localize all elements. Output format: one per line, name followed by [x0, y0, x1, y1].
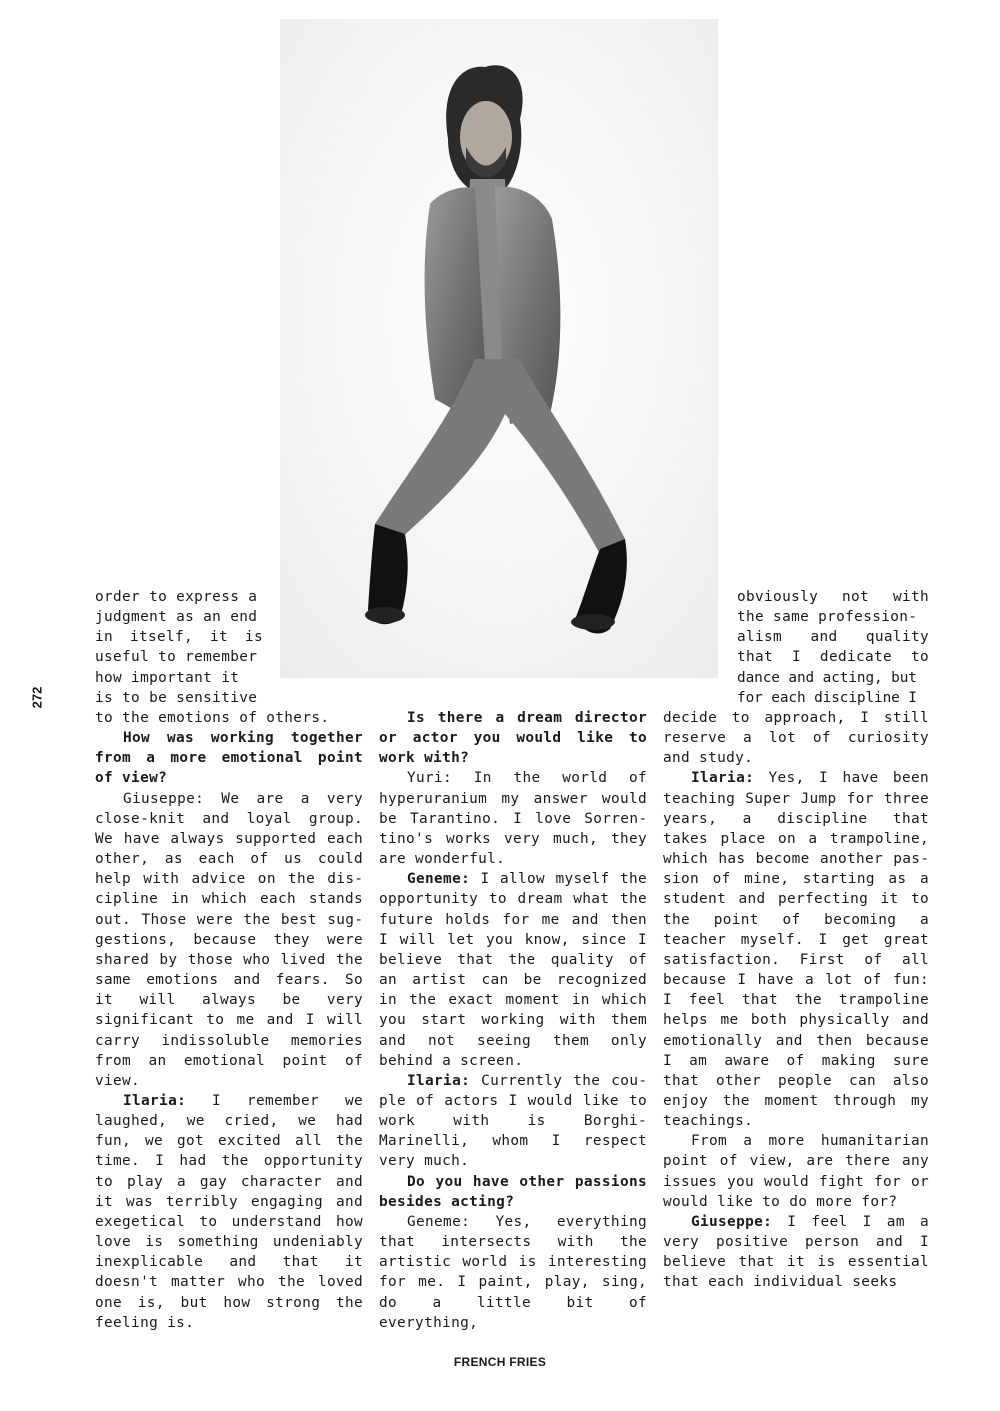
col1-line: useful to remember — [95, 649, 258, 666]
question — [379, 1172, 647, 1212]
question: From a more humanitarian point of view, are there any issues you would fight for or would like to do more for? — [663, 1133, 929, 1210]
col3-line: obviously not with — [737, 589, 929, 605]
col3-text — [663, 708, 929, 1293]
answer — [663, 1212, 929, 1293]
question-text: Do you have other passions besides acting? — [379, 1173, 647, 1210]
answer: Giuseppe: We are a very close-knit and loyal group. We have always supported each other, as each of us could help with advice on the discipline in which each stands out. Those were the best suggestions, because they were shared by those who lived the same emotions and fears. So it will always be very significant to me and I will carry indissoluble memories from an emotional point of view. — [95, 790, 363, 1089]
speaker-name: Giuseppe: — [691, 1213, 773, 1230]
col1-line: is to be sensitive — [95, 689, 258, 706]
col3-line: that I dedicate to — [737, 649, 929, 666]
answer-text: I remember we laughed, we cried, we had fun, we got excited all the time. I had the opportunity to play a gay character and it was terribly engaging and exegetical to understand how love is something undeniably inexplicable and that it doesn't matter who the loved one is, but how strong the feeling is. — [95, 1092, 363, 1331]
question-text: How was working together from a more emotional point of view? — [95, 730, 363, 787]
answer-text: I feel I am a very positive person and I believe that it is essential that each individual seeks — [663, 1213, 929, 1291]
portrait-photo — [280, 19, 718, 678]
col1-text — [95, 708, 363, 1333]
col1-line: judgment as an end — [95, 609, 258, 626]
answer: Geneme: Yes, everything that intersects with the artistic world is interesting for me. I paint, play, sing, do a little bit of everything, — [379, 1213, 647, 1331]
col3-cont: decide to approach, I still reserve a lot of curiosity and study. — [663, 710, 929, 767]
magazine-footer: FRENCH FRIES — [453, 1355, 547, 1369]
answer — [95, 1091, 363, 1333]
speaker-name: Ilaria: — [407, 1072, 471, 1089]
answer-text: I allow myself the opportunity to dream what the future holds for me and then I will let you know, since I believe that the quality of an artist can be recognized in the exact moment in which you start working with them and not seeing them only behind a screen. — [379, 871, 647, 1069]
portrait-photo-icon — [280, 19, 718, 678]
answer — [663, 768, 929, 1131]
col3-line: dance and acting, but — [737, 669, 917, 686]
col3-line: the same profession- — [737, 609, 918, 626]
col3-line: alism and quality — [737, 629, 929, 646]
answer-text: Currently the couple of actors I would like to work with is Borghi-Marinelli, whom I respect very much. — [379, 1072, 647, 1170]
speaker-name: Ilaria: — [123, 1092, 187, 1109]
col1-line-last: to the emotions of others. — [95, 710, 330, 726]
col3-line: for each discipline I — [737, 689, 917, 706]
col1-line: order to express a — [95, 589, 258, 605]
speaker-name: Geneme: — [407, 871, 471, 888]
question — [95, 728, 363, 788]
answer — [379, 1071, 647, 1172]
page-number: 272 — [29, 686, 45, 709]
col1-top-text — [95, 587, 263, 708]
col3-top-text — [737, 587, 929, 708]
answer — [379, 869, 647, 1071]
question — [379, 708, 647, 768]
answer-text: Yes, I have been teaching Super Jump for three years, a discipline that takes place on a trampoline, which has become another passion of mine, starting as a student and perfecting it to the point of becoming a teacher myself. I get great satisfaction. First of all because I have a lot of fun: I feel that the trampoline helps me both physically and emotionally and then because I am aware of making sure that other people can also enjoy the moment through my teachings. — [663, 770, 929, 1130]
speaker-name: Ilaria: — [691, 770, 755, 787]
col2-text — [379, 708, 647, 1333]
answer: Yuri: In the world of hyperuranium my answer would be Tarantino. I love Sorrentino's works very much, they are wonderful. — [379, 770, 647, 868]
question-text: Is there a dream director or actor you would like to work with? — [379, 710, 647, 767]
col1-line: in itself, it is — [95, 629, 263, 646]
col1-line: how important it — [95, 669, 240, 686]
